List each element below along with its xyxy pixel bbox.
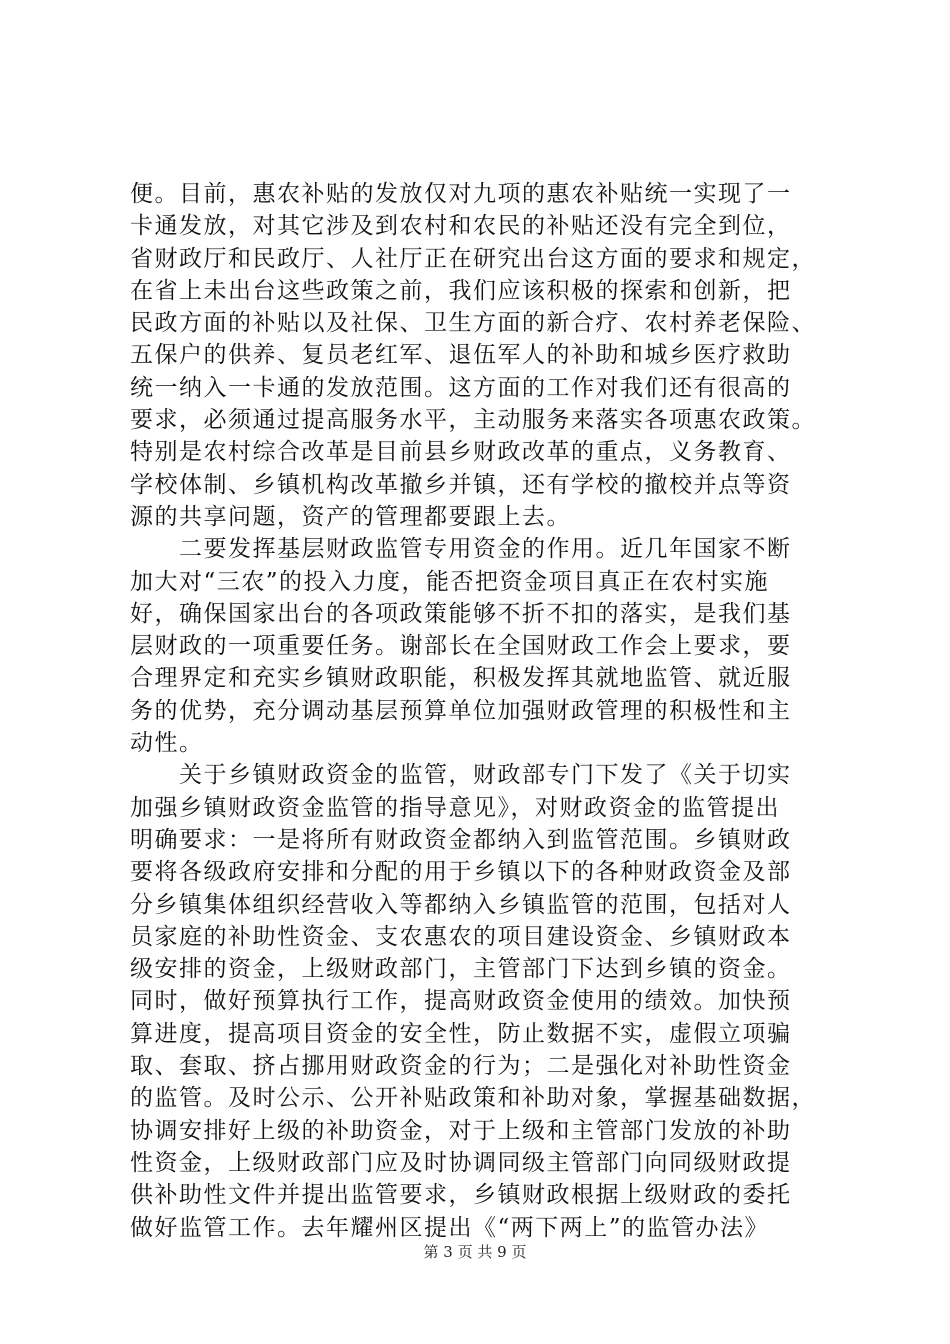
text-line: 统一纳入一卡通的发放范围。这方面的工作对我们还有很高的	[130, 374, 792, 401]
text-line: 要将各级政府安排和分配的用于乡镇以下的各种财政资金及部	[130, 859, 792, 886]
text-line: 省财政厅和民政厅、人社厅正在研究出台这方面的要求和规定，	[130, 245, 816, 272]
text-line: 特别是农村综合改革是目前县乡财政改革的重点，义务教育、	[130, 439, 792, 466]
page-footer: 第 3 页 共 9 页	[423, 1243, 527, 1261]
text-line: 五保户的供养、复员老红军、退伍军人的补助和城乡医疗救助	[130, 342, 792, 369]
text-line: 性资金，上级财政部门应及时协调同级主管部门向同级财政提	[130, 1149, 792, 1176]
text-line: 同时，做好预算执行工作，提高财政资金使用的绩效。加快预	[130, 988, 792, 1015]
text-line: 源的共享问题，资产的管理都要跟上去。	[130, 503, 571, 530]
text-line: 学校体制、乡镇机构改革撤乡并镇，还有学校的撤校并点等资	[130, 471, 792, 498]
text-line: 员家庭的补助性资金、支农惠农的项目建设资金、乡镇财政本	[130, 923, 792, 950]
text-line: 的监管。及时公示、公开补贴政策和补助对象，掌握基础数据，	[130, 1085, 816, 1112]
text-line: 协调安排好上级的补助资金，对于上级和主管部门发放的补助	[130, 1117, 792, 1144]
text-line: 好，确保国家出台的各项政策能够不折不扣的落实，是我们基	[130, 600, 792, 627]
text-line: 层财政的一项重要任务。谢部长在全国财政工作会上要求，要	[130, 633, 792, 660]
text-line: 加强乡镇财政资金监管的指导意见》，对财政资金的监管提出	[130, 794, 780, 821]
text-line: 关于乡镇财政资金的监管，财政部专门下发了《关于切实	[130, 762, 792, 789]
text-line: 明确要求：一是将所有财政资金都纳入到监管范围。乡镇财政	[130, 826, 792, 853]
text-line: 供补助性文件并提出监管要求，乡镇财政根据上级财政的委托	[130, 1182, 792, 1209]
text-line: 二要发挥基层财政监管专用资金的作用。近几年国家不断	[130, 536, 792, 563]
text-line: 级安排的资金，上级财政部门，主管部门下达到乡镇的资金。	[130, 956, 792, 983]
text-line: 在省上未出台这些政策之前，我们应该积极的探索和创新，把	[130, 277, 792, 304]
text-line: 分乡镇集体组织经营收入等都纳入乡镇监管的范围，包括对人	[130, 891, 792, 918]
text-line: 取、套取、挤占挪用财政资金的行为；二是强化对补助性资金	[130, 1053, 792, 1080]
text-line: 做好监管工作。去年耀州区提出《“两下两上”的监管办法》	[130, 1214, 770, 1241]
text-line: 卡通发放，对其它涉及到农村和农民的补贴还没有完全到位，	[130, 213, 792, 240]
text-line: 民政方面的补贴以及社保、卫生方面的新合疗、农村养老保险、	[130, 310, 816, 337]
text-line: 加大对“三农”的投入力度，能否把资金项目真正在农村实施	[130, 568, 770, 595]
text-line: 要求，必须通过提高服务水平，主动服务来落实各项惠农政策。	[130, 407, 816, 434]
body-text	[130, 178, 830, 1244]
text-line: 务的优势，充分调动基层预算单位加强财政管理的积极性和主	[130, 697, 792, 724]
text-line: 动性。	[130, 730, 204, 757]
text-line: 算进度，提高项目资金的安全性，防止数据不实，虚假立项骗	[130, 1020, 792, 1047]
text-line: 合理界定和充实乡镇财政职能，积极发挥其就地监管、就近服	[130, 665, 792, 692]
text-line: 便。目前，惠农补贴的发放仅对九项的惠农补贴统一实现了一	[130, 181, 792, 207]
